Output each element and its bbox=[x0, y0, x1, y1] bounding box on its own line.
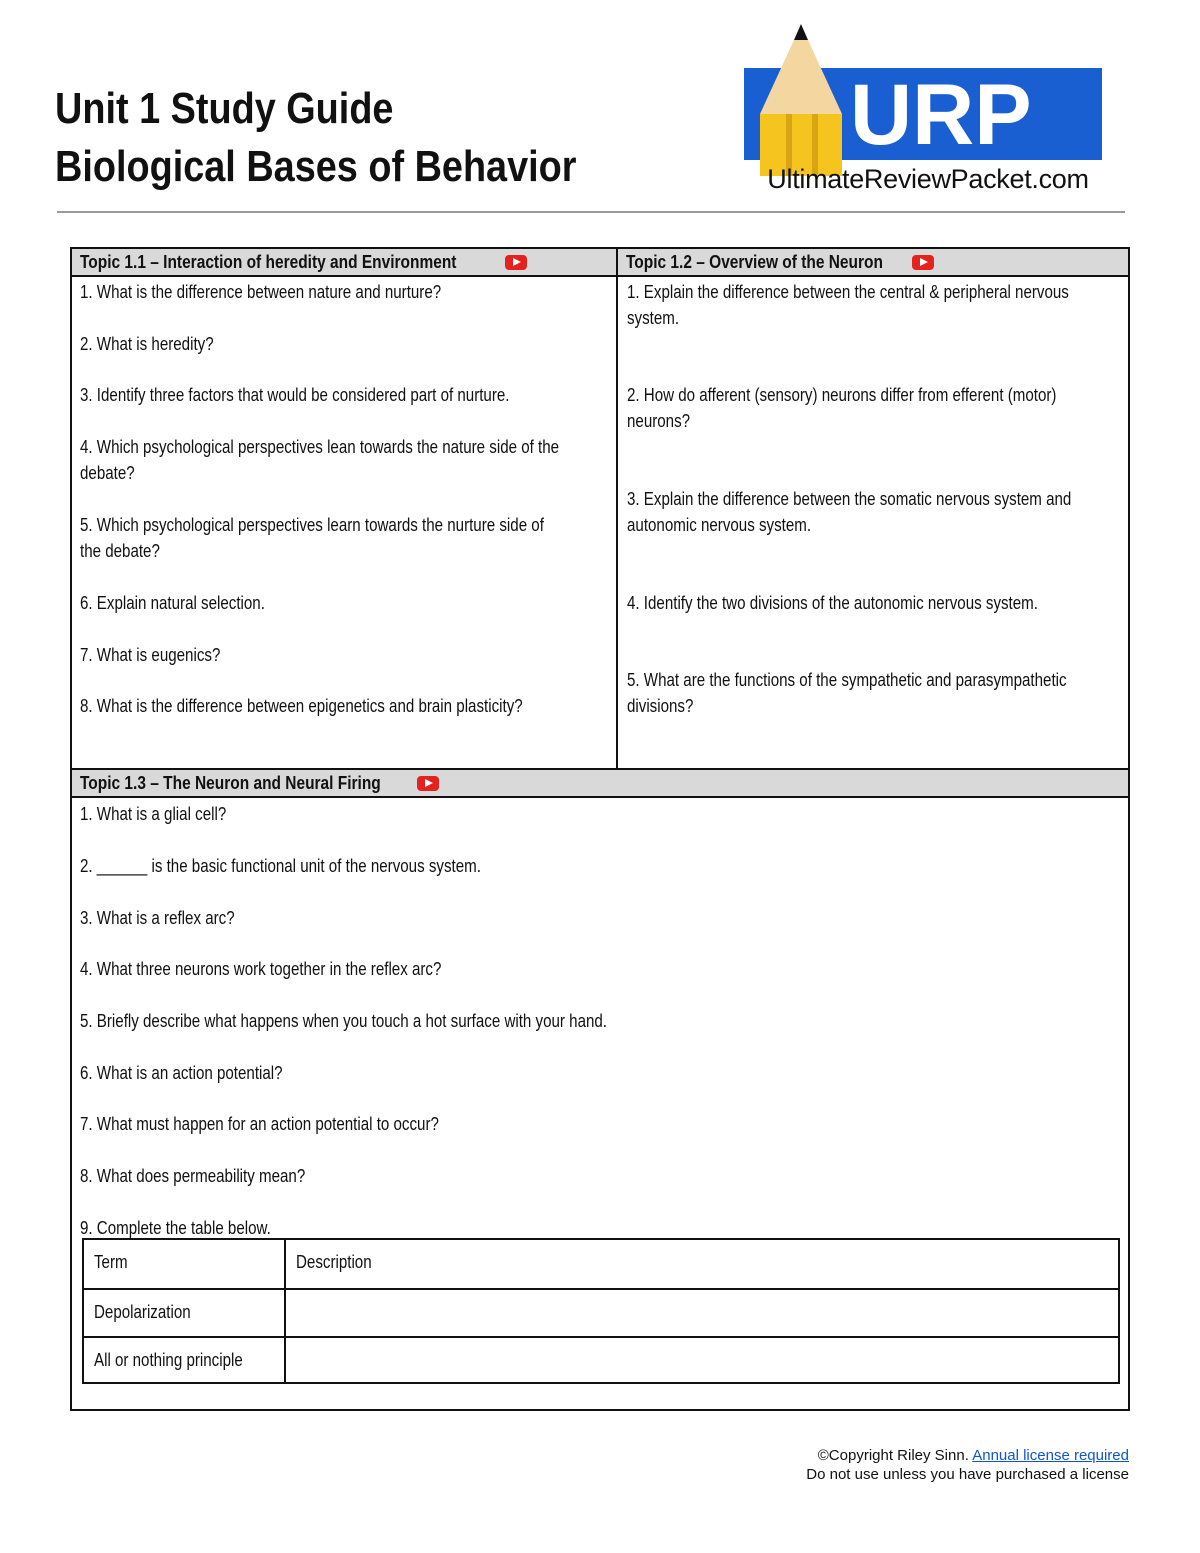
pencil-tip bbox=[794, 24, 808, 40]
topic-1-2-header bbox=[618, 249, 1128, 277]
table-cell-term: All or nothing principle bbox=[94, 1350, 243, 1370]
copyright-line bbox=[806, 1446, 1129, 1465]
t1-question: 7. What is eugenics? bbox=[80, 645, 221, 665]
t2-question: divisions? bbox=[627, 696, 694, 716]
title-subject: Biological Bases of Behavior bbox=[55, 142, 577, 191]
t2-question: 2. How do afferent (sensory) neurons differ from efferent (motor) bbox=[627, 385, 1057, 405]
t3-question: 7. What must happen for an action potential to occur? bbox=[80, 1114, 439, 1134]
topic-1-1-title: Topic 1.1 – Interaction of heredity and Environment bbox=[80, 252, 457, 272]
table-header-description: Description bbox=[296, 1252, 372, 1272]
topic-1-3-title: Topic 1.3 – The Neuron and Neural Firing bbox=[80, 773, 381, 793]
topic-1-3-header bbox=[72, 770, 1128, 798]
table-row bbox=[84, 1336, 1118, 1384]
topic-1-1-header bbox=[72, 249, 616, 277]
license-notice: Do not use unless you have purchased a license bbox=[806, 1466, 1129, 1483]
table-cell-term: Depolarization bbox=[94, 1302, 191, 1322]
table-row bbox=[84, 1240, 1118, 1288]
copyright-text: ©Copyright Riley Sinn. bbox=[817, 1447, 969, 1464]
term-table bbox=[82, 1238, 1120, 1384]
youtube-icon[interactable] bbox=[505, 255, 527, 270]
t3-question: 1. What is a glial cell? bbox=[80, 804, 227, 824]
youtube-icon[interactable] bbox=[417, 776, 439, 791]
t1-question: 5. Which psychological perspectives learn towards the nurture side of bbox=[80, 515, 544, 535]
t2-question: neurons? bbox=[627, 411, 691, 431]
t3-question: 5. Briefly describe what happens when you touch a hot surface with your hand. bbox=[80, 1011, 607, 1031]
t3-question: 3. What is a reflex arc? bbox=[80, 908, 235, 928]
table-header-term: Term bbox=[94, 1252, 128, 1272]
footer bbox=[806, 1446, 1129, 1484]
t1-question: 8. What is the difference between epigenetics and brain plasticity? bbox=[80, 696, 523, 716]
column-divider bbox=[616, 249, 618, 770]
topic-1-2-title: Topic 1.2 – Overview of the Neuron bbox=[626, 252, 883, 272]
t2-question: system. bbox=[627, 308, 680, 328]
table-row bbox=[84, 1288, 1118, 1336]
t1-question: the debate? bbox=[80, 541, 160, 561]
page-title bbox=[55, 80, 661, 196]
t3-question: 4. What three neurons work together in the reflex arc? bbox=[80, 959, 442, 979]
title-unit: Unit 1 Study Guide bbox=[55, 84, 394, 133]
t2-question: 5. What are the functions of the sympathetic and parasympathetic bbox=[627, 670, 1067, 690]
t1-question: 1. What is the difference between nature and nurture? bbox=[80, 282, 442, 302]
t3-question: 2. ______ is the basic functional unit of the nervous system. bbox=[80, 856, 481, 876]
youtube-icon[interactable] bbox=[912, 255, 934, 270]
t1-question: 3. Identify three factors that would be considered part of nurture. bbox=[80, 385, 510, 405]
logo-letters: URP bbox=[850, 67, 1032, 163]
t3-question: 9. Complete the table below. bbox=[80, 1218, 271, 1238]
t2-question: 3. Explain the difference between the somatic nervous system and bbox=[627, 489, 1072, 509]
t1-question: 6. Explain natural selection. bbox=[80, 593, 265, 613]
title-divider bbox=[57, 211, 1125, 213]
t1-question: debate? bbox=[80, 463, 135, 483]
license-link[interactable]: Annual license required bbox=[972, 1447, 1129, 1464]
t1-question: 2. What is heredity? bbox=[80, 334, 214, 354]
t3-question: 8. What does permeability mean? bbox=[80, 1166, 306, 1186]
study-guide-grid bbox=[70, 247, 1130, 1411]
t1-question: 4. Which psychological perspectives lean towards the nature side of the bbox=[80, 437, 560, 457]
t2-question: autonomic nervous system. bbox=[627, 515, 812, 535]
logo-site: UltimateReviewPacket.com bbox=[767, 164, 1089, 194]
t2-question: 1. Explain the difference between the central & peripheral nervous bbox=[627, 282, 1069, 302]
t3-question: 6. What is an action potential? bbox=[80, 1063, 283, 1083]
t2-question: 4. Identify the two divisions of the autonomic nervous system. bbox=[627, 593, 1038, 613]
